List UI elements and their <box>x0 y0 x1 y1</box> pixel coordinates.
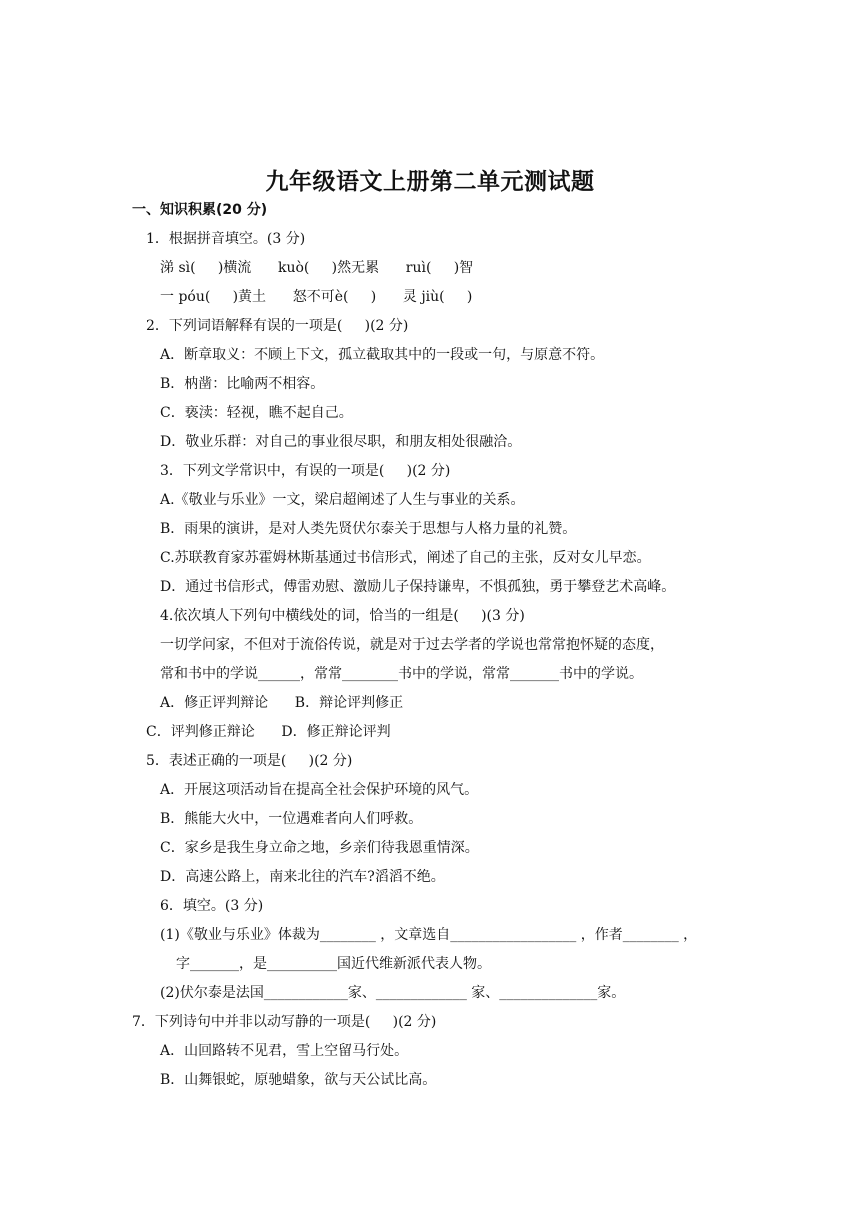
question-3-option-d: D．通过书信形式，傅雷劝慰、激励儿子保持谦卑，不惧孤独，勇于攀登艺术高峰。 <box>160 579 676 595</box>
question-6: 6．填空。(3 分) <box>160 898 264 914</box>
question-4-passage-line-2: 常和书中的学说______，常常________书中的学说，常常_______书中的学说。 <box>160 666 643 682</box>
question-2-option-a: A．断章取义：不顾上下文，孤立截取其中的一段或一句，与原意不符。 <box>160 347 605 363</box>
question-2-option-c: C．亵渎：轻视，瞧不起自己。 <box>160 405 353 421</box>
question-2-option-d: D．敬业乐群：对自己的事业很尽职，和朋友相处很融洽。 <box>160 434 522 450</box>
question-6-part-1: (1)《敬业与乐业》体裁为________ ，文章选自__________________ ，作者________ ， <box>160 927 698 943</box>
question-3-option-a: A.《敬业与乐业》一文，梁启超阐述了人生与事业的关系。 <box>160 492 525 508</box>
question-5: 5．表述正确的一项是( )(2 分) <box>146 753 353 769</box>
question-4: 4.依次填人下列句中横线处的词，恰当的一组是( )(3 分) <box>160 608 525 624</box>
question-1-line-2: 一 póu( )黄土 怒不可è( ) 灵 jiù( ) <box>160 289 473 305</box>
question-6-part-2: (2)伏尔泰是法国____________家、_____________ 家、______________家。 <box>160 985 626 1001</box>
question-4-options-cd: C．评判修正辩论 D．修正辩论评判 <box>146 724 391 740</box>
question-1-line-1: 涕 sì( )横流 kuò( )然无累 ruì( )智 <box>160 260 474 276</box>
question-2: 2．下列词语解释有误的一项是( )(2 分) <box>146 318 409 334</box>
question-5-option-d: D．高速公路上，南来北往的汽车?滔滔不绝。 <box>160 869 445 885</box>
question-3-option-c: C.苏联教育家苏霍姆林斯基通过书信形式，阐述了自己的主张，反对女儿早恋。 <box>160 550 651 566</box>
question-7-option-b: B．山舞银蛇，原驰蜡象，欲与天公试比高。 <box>160 1072 437 1088</box>
question-4-options-ab: A．修正评判辩论 B．辩论评判修正 <box>160 695 404 711</box>
question-4-passage-line-1: 一切学问家，不但对于流俗传说，就是对于过去学者的学说也常常抱怀疑的态度， <box>160 637 664 653</box>
question-5-option-c: C．家乡是我生身立命之地，乡亲们待我恩重情深。 <box>160 840 479 856</box>
question-3-option-b: B．雨果的演讲，是对人类先贤伏尔泰关于思想与人格力量的礼赞。 <box>160 521 577 537</box>
question-1: 1．根据拼音填空。(3 分) <box>146 231 306 247</box>
question-7: 7．下列诗句中并非以动写静的一项是( )(2 分) <box>132 1014 437 1030</box>
question-5-option-b: B．熊能大火中，一位遇难者向人们呼救。 <box>160 811 423 827</box>
question-6-part-1-cont: 字_______，是__________国近代维新派代表人物。 <box>176 956 491 972</box>
question-3: 3．下列文学常识中，有误的一项是( )(2 分) <box>160 463 451 479</box>
question-2-option-b: B．枘凿：比喻两不相容。 <box>160 376 325 392</box>
question-7-option-a: A．山回路转不见君，雪上空留马行处。 <box>160 1043 409 1059</box>
document-title: 九年级语文上册第二单元测试题 <box>265 169 595 195</box>
section-heading-knowledge: 一、知识积累(20 分) <box>132 202 268 218</box>
question-5-option-a: A．开展这项活动旨在提高全社会保护环境的风气。 <box>160 782 479 798</box>
